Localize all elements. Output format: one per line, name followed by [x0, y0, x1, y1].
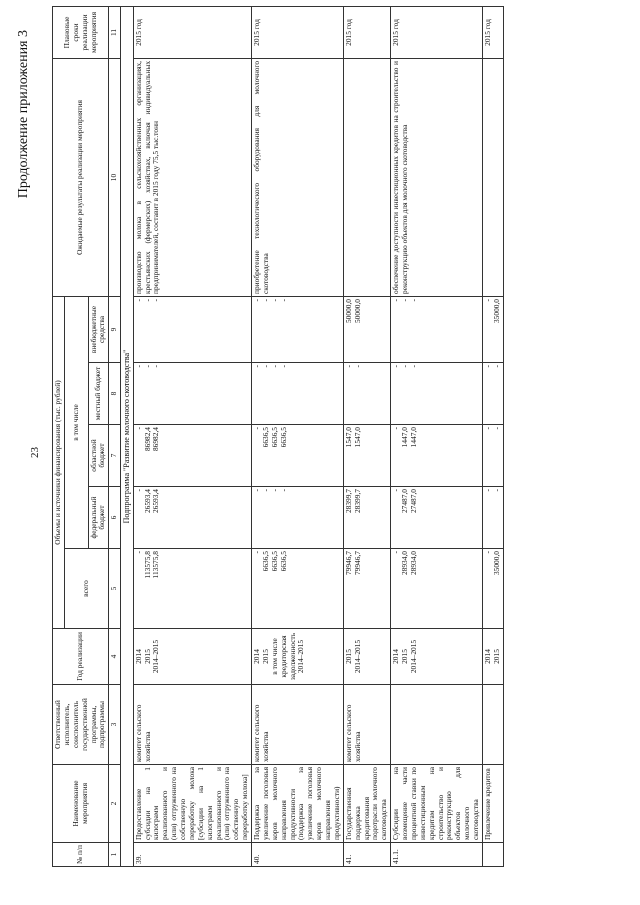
row-years-value: 2014 [391, 649, 401, 664]
table-row [252, 6, 344, 866]
row-years-value: в том числе кредиторская задолженность [269, 632, 297, 681]
page-number: 23 [29, 447, 41, 458]
row-federal-value: 27487,0 [408, 489, 418, 514]
row-deadline: 2015 год [343, 6, 390, 58]
row-total-value: 113575,8 [151, 551, 161, 579]
row-total-value: 79946,7 [352, 551, 362, 576]
row-deadline: 2015 год [482, 6, 503, 58]
header-regional: областной бюджет [88, 425, 109, 487]
row-total-value: 28934,0 [408, 551, 418, 576]
row-regional-value: 1447,0 [400, 427, 410, 448]
row-years-value: 2015 [142, 649, 152, 664]
row-regional-value: 6636,5 [260, 427, 270, 448]
continuation-title: Продолжение приложения 3 [16, 30, 31, 199]
col-number: 11 [109, 6, 121, 58]
row-extra-value: 50000,0 [343, 298, 353, 324]
row-total-value: 6636,5 [278, 551, 288, 572]
table-row [343, 6, 390, 866]
col-number: 1 [109, 843, 121, 867]
row-total [482, 549, 503, 629]
row-total [391, 549, 483, 629]
table-row [133, 6, 251, 866]
row-federal-value: - [252, 489, 262, 492]
row-total-value: 113575,8 [142, 551, 152, 579]
col-number: 2 [109, 765, 121, 843]
row-years-value: 2015 [400, 649, 410, 664]
row-executor [391, 685, 483, 765]
col-number: 5 [109, 549, 121, 629]
row-extra-value: 35000,0 [491, 298, 501, 324]
row-extra [343, 296, 390, 362]
row-regional-value: 1547,0 [352, 427, 362, 448]
row-extra-value: - [482, 298, 492, 302]
row-federal-value: 27487,0 [400, 489, 410, 514]
col-number: 10 [109, 58, 121, 296]
row-years [391, 629, 483, 685]
row-total-value: 28934,0 [400, 551, 410, 576]
row-result [343, 58, 390, 296]
row-regional-value: 1547,0 [343, 427, 353, 448]
row-total-value: 6636,5 [260, 551, 270, 572]
row-local-value: - [260, 365, 270, 368]
row-name: Поддержка за увеличение поголовья коров молочного направления продуктивности (поддержка за увеличение поголовья коров молочного направления продуктивности) [252, 765, 344, 843]
col-number: 7 [109, 425, 121, 487]
row-total-value: 35000,0 [491, 551, 501, 576]
subprogram-title: Подпрограмма "Развитие молочного скотоводства" [121, 6, 134, 866]
row-extra-value: - [260, 298, 270, 302]
row-extra-value: - [278, 298, 288, 302]
row-local-value: - [408, 365, 418, 368]
row-name: Государственная поддержка кредитования подотрасли молочного скотоводства [343, 765, 390, 843]
col-number: 6 [109, 487, 121, 549]
row-executor: комитет сельского хозяйства [343, 685, 390, 765]
row-years [482, 629, 503, 685]
row-total-value: - [133, 551, 143, 554]
row-local-value: - [482, 365, 492, 368]
row-federal [482, 487, 503, 549]
row-years-value: 2014–2015 [296, 639, 306, 674]
header-results: Ожидаемые результаты реализации мероприятия [53, 58, 109, 296]
row-local-value: - [133, 365, 143, 368]
row-years-value: 2014 [133, 649, 143, 664]
row-federal [252, 487, 344, 549]
row-federal [133, 487, 251, 549]
row-total [343, 549, 390, 629]
row-local [133, 363, 251, 425]
row-federal-value: - [482, 489, 492, 492]
row-number: 41. [343, 843, 390, 867]
header-funding: Объемы и источники финансирования (тыс. рублей) [53, 296, 65, 628]
col-number: 9 [109, 296, 121, 362]
row-extra-value: 50000,0 [352, 298, 362, 324]
row-federal-value: 28399,7 [352, 489, 362, 514]
row-years-value: 2014–2015 [408, 639, 418, 674]
header-deadline: Плановые сроки реализации мероприятия [53, 6, 109, 58]
row-executor: комитет сельского хозяйства [133, 685, 251, 765]
row-years [343, 629, 390, 685]
header-local: местный бюджет [88, 363, 109, 425]
row-federal-value: - [278, 489, 288, 492]
header-total: всего [64, 549, 108, 629]
row-local [391, 363, 483, 425]
row-deadline: 2015 год [252, 6, 344, 58]
row-years-value: 2015 [260, 649, 270, 664]
row-years-value: 2014 [482, 649, 492, 664]
row-number [482, 843, 503, 867]
row-local-value: - [491, 365, 501, 368]
row-total-value: - [252, 551, 262, 554]
header-extra: внебюджетные средства [88, 296, 109, 362]
row-extra [482, 296, 503, 362]
row-federal-value: 26593,4 [151, 489, 161, 514]
col-number: 4 [109, 629, 121, 685]
row-name: Привлечение кредитов [482, 765, 503, 843]
row-name: Предоставление субсидии на 1 килограмм реализованного и (или) отгруженного на собственную переработку молока [субсидии на 1 килограмм реализованного и (или) отгруженного на собственную переработку молока] [133, 765, 251, 843]
row-years [133, 629, 251, 685]
row-extra-value: - [269, 298, 279, 302]
program-table [52, 6, 504, 867]
row-regional [343, 425, 390, 487]
row-regional-value: 86982,4 [151, 427, 161, 452]
row-regional-value: - [482, 427, 492, 430]
row-executor: комитет сельского хозяйства [252, 685, 344, 765]
table-row [391, 6, 483, 866]
row-regional-value: - [391, 427, 401, 430]
row-regional-value: 1447,0 [408, 427, 418, 448]
row-local-value: - [343, 365, 353, 368]
row-total-value: 79946,7 [343, 551, 353, 576]
row-years-value: 2015 [343, 649, 353, 664]
header-no: № п/п [53, 843, 109, 867]
row-regional-value: 86982,4 [142, 427, 152, 452]
row-local-value: - [400, 365, 410, 368]
row-extra-value: - [400, 298, 410, 302]
row-extra-value: - [133, 298, 143, 302]
row-executor [482, 685, 503, 765]
row-local [252, 363, 344, 425]
row-years-value: 2015 [491, 649, 501, 664]
table-row [482, 6, 503, 866]
row-regional [391, 425, 483, 487]
row-regional-value: - [491, 427, 501, 430]
row-local-value: - [142, 365, 152, 368]
row-regional-value: - [133, 427, 143, 430]
row-years-value: 2014 [252, 649, 262, 664]
row-deadline: 2015 год [391, 6, 483, 58]
row-number: 41.1. [391, 843, 483, 867]
row-result: производство молока в сельскохозяйственных организациях, крестьянских (фермерских) хозяйствах, включая индивидуальных предпринимателей, составит в 2015 году 75,5 тыс.тонн [133, 58, 251, 296]
row-local [482, 363, 503, 425]
row-deadline: 2015 год [133, 6, 251, 58]
header-year: Год реализации [53, 629, 109, 685]
row-extra [252, 296, 344, 362]
row-federal-value: - [133, 489, 143, 492]
row-federal [391, 487, 483, 549]
col-number: 3 [109, 685, 121, 765]
row-regional [482, 425, 503, 487]
row-federal-value: - [391, 489, 401, 492]
row-local-value: - [278, 365, 288, 368]
row-total-value: - [482, 551, 492, 554]
row-result [482, 58, 503, 296]
row-federal [343, 487, 390, 549]
row-regional-value: 6636,5 [269, 427, 279, 448]
header-federal: федеральный бюджет [88, 487, 109, 549]
row-extra-value: - [151, 298, 161, 302]
row-extra [133, 296, 251, 362]
row-federal-value: 26593,4 [142, 489, 152, 514]
header-name: Наименование мероприятия [53, 765, 109, 843]
row-number: 40. [252, 843, 344, 867]
col-number: 8 [109, 363, 121, 425]
row-local-value: - [391, 365, 401, 368]
row-local-value: - [252, 365, 262, 368]
row-extra [391, 296, 483, 362]
row-total [252, 549, 344, 629]
row-extra-value: - [391, 298, 401, 302]
row-local-value: - [151, 365, 161, 368]
header-executor: Ответственный исполнитель, соисполнитель государственной программы, подпрограммы [53, 685, 109, 765]
row-result: обеспечение доступности инвестиционных кредитов на строительство и реконструкцию объектов для молочного скотоводства [391, 58, 483, 296]
row-regional [252, 425, 344, 487]
row-regional [133, 425, 251, 487]
row-total [133, 549, 251, 629]
row-local-value: - [352, 365, 362, 368]
row-regional-value: - [252, 427, 262, 430]
row-local [343, 363, 390, 425]
row-total-value: 6636,5 [269, 551, 279, 572]
row-federal-value: - [491, 489, 501, 492]
row-federal-value: - [269, 489, 279, 492]
row-number: 39. [133, 843, 251, 867]
row-federal-value: - [260, 489, 270, 492]
row-extra-value: - [408, 298, 418, 302]
header-incl: в том числе [64, 296, 88, 548]
row-extra-value: - [252, 298, 262, 302]
row-regional-value: 6636,5 [278, 427, 288, 448]
row-years-value: 2014–2015 [352, 639, 362, 674]
row-local-value: - [269, 365, 279, 368]
row-result: приобретение технологического оборудования для молочного скотоводства [252, 58, 344, 296]
row-years [252, 629, 344, 685]
row-total-value: - [391, 551, 401, 554]
row-name: Субсидии на возмещение части процентной ставки по инвестиционным кредитам на строительство и реконструкцию объектов для молочного скотоводства [391, 765, 483, 843]
row-federal-value: 28399,7 [343, 489, 353, 514]
row-years-value: 2014–2015 [151, 639, 161, 674]
row-extra-value: - [142, 298, 152, 302]
